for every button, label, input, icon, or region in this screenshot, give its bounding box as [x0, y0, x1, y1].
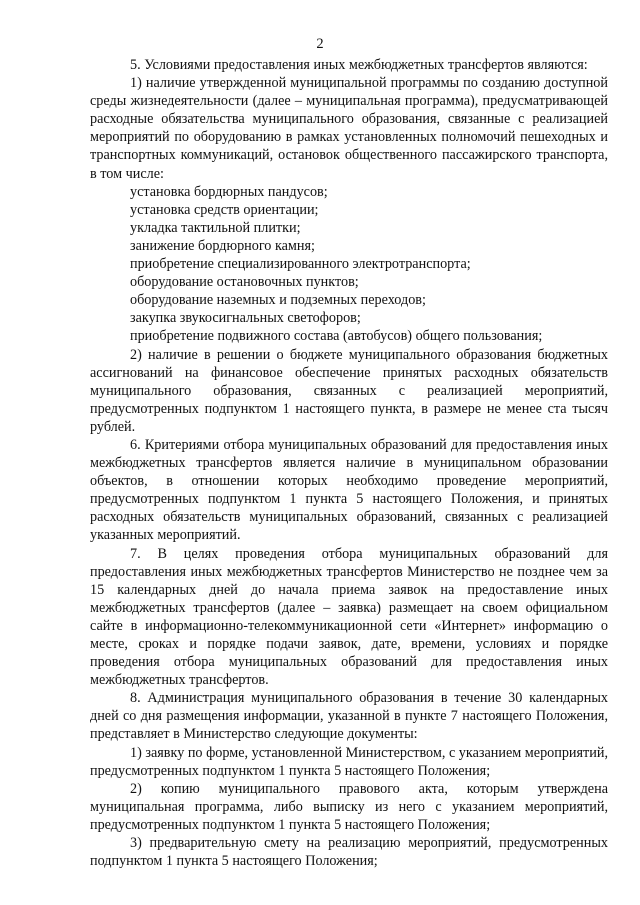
- list-item: установка средств ориентации;: [130, 201, 319, 218]
- list-item: оборудование остановочных пунктов;: [130, 274, 359, 291]
- list-item: закупка звукосигнальных светофоров;: [130, 310, 361, 327]
- document-body: [90, 56, 608, 870]
- page-number: 2: [316, 36, 324, 52]
- list-item: установка бордюрных пандусов;: [130, 183, 328, 200]
- list-item: укладка тактильной плитки;: [130, 219, 301, 236]
- paragraph-8-subitem-1: 1) заявку по форме, установленной Министерством, с указанием мероприятий, предусмотренных подпунктом 1 пункта 5 настоящего Положения;: [90, 744, 608, 779]
- paragraph-6: 6. Критериями отбора муниципальных образований для предоставления иных межбюджетных трансфертов является наличие в муниципальном образовании объектов, в отношении которых необходимо проведение мероприятий, предусмотренных подпунктом 1 пункта 5 настоящего Положения, и принятых расходных обязательств муниципальных образований, связанных с реализацией указанных мероприятий.: [90, 436, 608, 544]
- paragraph-5-subitem-1: 1) наличие утвержденной муниципальной программы по созданию доступной среды жизнедеятельности (далее – муниципальная программа), предусматривающей расходные обязательства муниципального образования, связанные с реализацией мероприятий по оборудованию в рамках установленных полномочий пешеходных и транспортных коммуникаций, остановок общественного пассажирского транспорта, в том числе:: [90, 75, 608, 182]
- list-item: занижение бордюрного камня;: [130, 237, 315, 254]
- list-item: приобретение подвижного состава (автобусов) общего пользования;: [130, 328, 543, 345]
- paragraph-5-subitem-2: 2) наличие в решении о бюджете муниципального образования бюджетных ассигнований на финансовое обеспечение принятых расходных обязательств муниципального образования, связанных с реализацией мероприятий, предусмотренных подпунктом 1 настоящего пункта, в размере не менее ста тысяч рублей.: [90, 346, 608, 435]
- list-item: оборудование наземных и подземных переходов;: [130, 292, 426, 309]
- paragraph-8-subitem-3: 3) предварительную смету на реализацию мероприятий, предусмотренных подпунктом 1 пункта 5 настоящего Положения;: [90, 835, 608, 870]
- paragraph-5-heading: 5. Условиями предоставления иных межбюджетных трансфертов являются:: [130, 57, 588, 73]
- paragraph-7: 7. В целях проведения отбора муниципальных образований для предоставления иных межбюджетных трансфертов Министерство не позднее чем за 15 календарных дней до начала приема заявок на предоставление иных межбюджетных трансфертов (далее – заявка) размещает на своем официальном сайте в информационно-телекоммуникационной сети «Интернет» информацию о месте, сроках и порядке подачи заявок, дате, времени, условиях и порядке проведения отбора муниципальных образований для предоставления иных межбюджетных трансфертов.: [90, 545, 608, 689]
- list-item: приобретение специализированного электротранспорта;: [130, 256, 471, 273]
- paragraph-8: 8. Администрация муниципального образования в течение 30 календарных дней со дня размещения информации, указанной в пункте 7 настоящего Положения, представляет в Министерство следующие документы:: [90, 690, 608, 743]
- paragraph-8-subitem-2: 2) копию муниципального правового акта, которым утверждена муниципальная программа, либо выписку из него с указанием мероприятий, предусмотренных подпунктом 1 пункта 5 настоящего Положения;: [90, 780, 608, 833]
